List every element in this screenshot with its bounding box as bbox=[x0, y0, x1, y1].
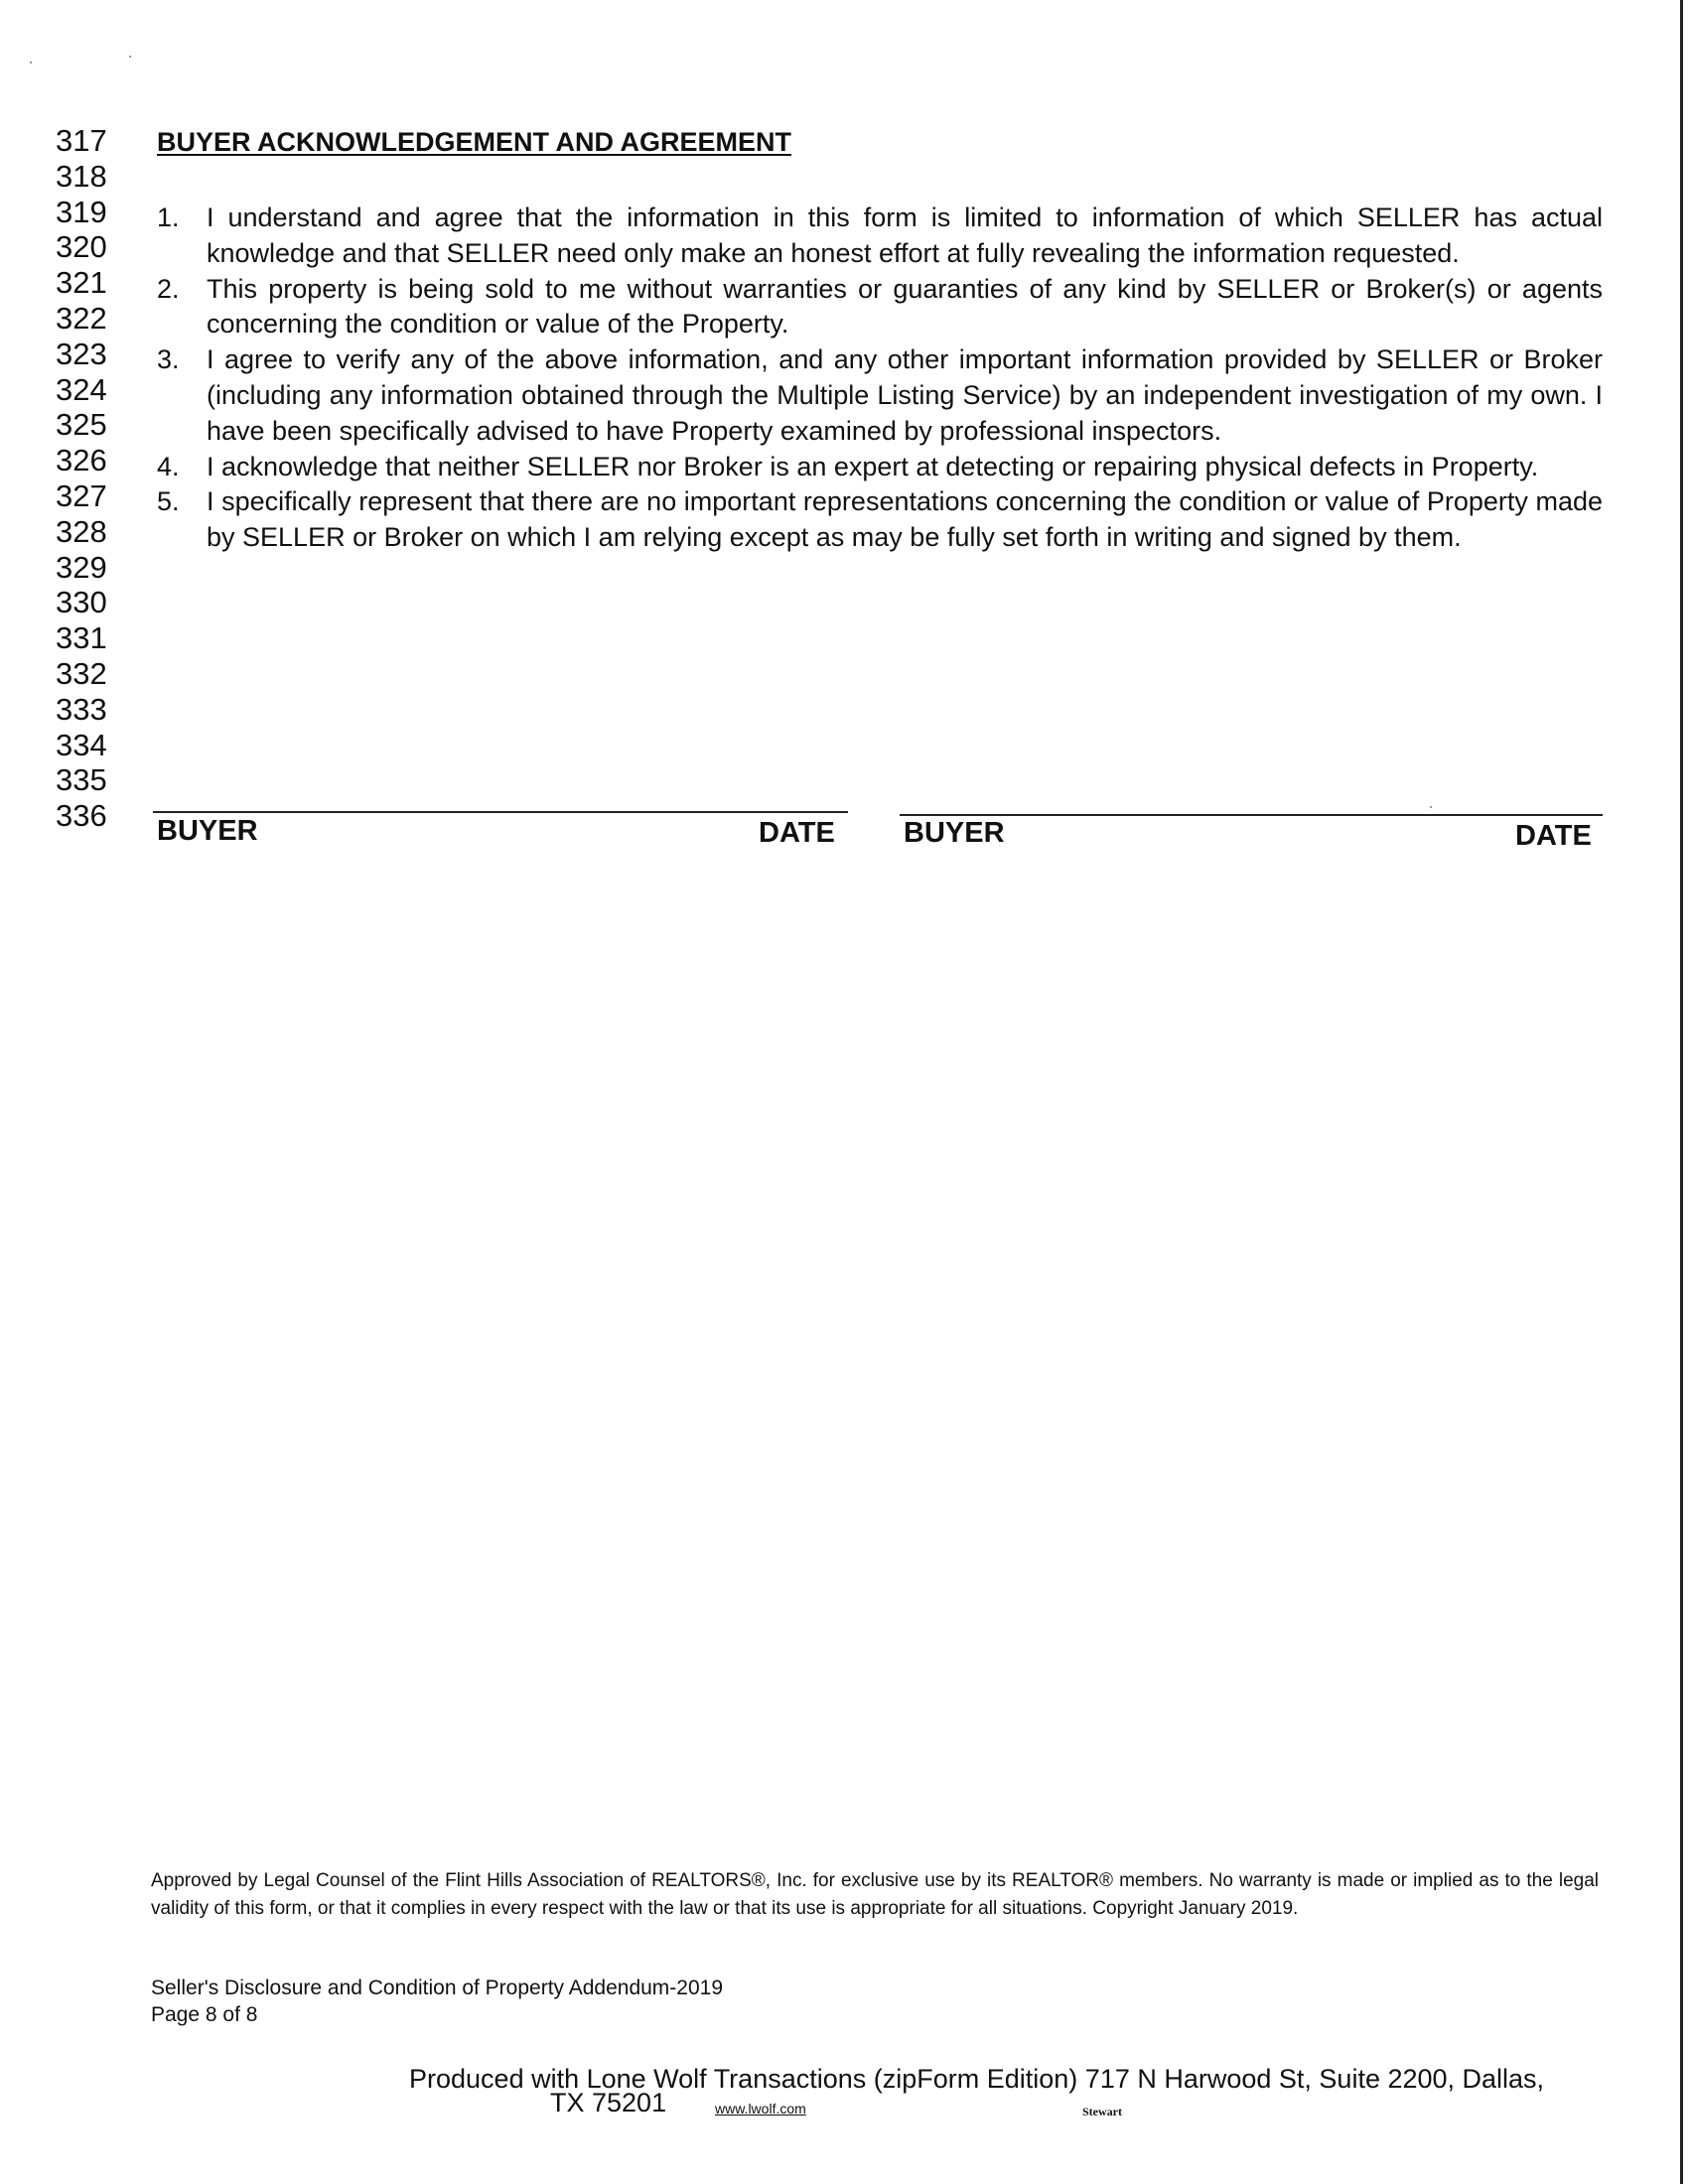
produced-with-line-2: TX 75201 bbox=[550, 2088, 667, 2117]
line-number: 335 bbox=[56, 762, 107, 798]
item-number: 2. bbox=[157, 273, 180, 304]
line-number: 318 bbox=[56, 158, 107, 194]
scan-speck bbox=[30, 62, 32, 64]
line-number: 328 bbox=[56, 513, 107, 549]
agreement-item bbox=[157, 450, 1603, 485]
line-number: 332 bbox=[56, 655, 107, 691]
line-number: 330 bbox=[56, 585, 107, 620]
date2-label: DATE bbox=[1515, 820, 1592, 852]
agreement-item bbox=[157, 272, 1603, 343]
line-number: 317 bbox=[56, 123, 107, 158]
scan-speck bbox=[129, 56, 131, 58]
legal-disclaimer: Approved by Legal Counsel of the Flint Hills Association of REALTORS®, Inc. for exclusive use by its REALTOR® members. No warranty is made or implied as to the legal validity of this form, or that it complies in every respect with the law or that its use is appropriate for all situations. Copyright January 2019. bbox=[151, 1870, 1599, 1919]
page-number: Page 8 of 8 bbox=[151, 2003, 258, 2026]
line-number: 325 bbox=[56, 407, 107, 443]
line-number: 334 bbox=[56, 727, 107, 762]
agreement-item bbox=[157, 484, 1603, 556]
item-number: 1. bbox=[157, 203, 180, 232]
item-text: This property is being sold to me without warranties or guaranties of any kind by SELLER or Broker(s) or agents concerning the condition or value of the Property. bbox=[207, 273, 1603, 340]
line-number: 320 bbox=[56, 229, 107, 265]
line-numbers bbox=[56, 123, 107, 834]
item-text: I understand and agree that the information in this form is limited to information of which SELLER has actual knowledge and that SELLER need only make an honest effort at fully revealing the information requested. bbox=[207, 203, 1603, 268]
line-number: 321 bbox=[56, 265, 107, 301]
line-number: 336 bbox=[56, 798, 107, 834]
item-number: 5. bbox=[157, 486, 180, 517]
agreement-list bbox=[157, 201, 1603, 556]
scan-speck bbox=[1430, 806, 1432, 808]
section-title: BUYER ACKNOWLEDGEMENT AND AGREEMENT bbox=[157, 127, 791, 157]
agreement-item bbox=[157, 342, 1603, 449]
date1-label: DATE bbox=[759, 817, 835, 849]
item-text: I acknowledge that neither SELLER nor Broker is an expert at detecting or repairing physical defects in Property. bbox=[207, 451, 1539, 481]
buyer1-signature-line[interactable] bbox=[153, 811, 848, 813]
item-text: I specifically represent that there are no important representations concerning the condition or value of Property made by SELLER or Broker on which I am relying except as may be fully set forth in writing and signed by them. bbox=[207, 486, 1603, 553]
line-number: 333 bbox=[56, 691, 107, 727]
item-number: 3. bbox=[157, 344, 180, 375]
line-number: 324 bbox=[56, 371, 107, 407]
form-name: Seller's Disclosure and Condition of Property Addendum-2019 bbox=[151, 1977, 724, 1999]
page-edge-border bbox=[1680, 0, 1683, 2184]
agreement-item bbox=[157, 201, 1603, 272]
stewart-stamp: Stewart bbox=[1082, 2105, 1122, 2118]
line-number: 322 bbox=[56, 300, 107, 336]
line-number: 327 bbox=[56, 478, 107, 513]
line-number: 329 bbox=[56, 549, 107, 585]
lwolf-link[interactable]: www.lwolf.com bbox=[715, 2101, 806, 2116]
item-text: I agree to verify any of the above information, and any other important information provided by SELLER or Broker (including any information obtained through the Multiple Listing Service) by an independent investigation of my own. I have been specifically advised to have Property examined by professional inspectors. bbox=[207, 344, 1603, 446]
line-number: 323 bbox=[56, 336, 107, 371]
produced-with-line: Produced with Lone Wolf Transactions (zipForm Edition) 717 N Harwood St, Suite 2200, Dallas, bbox=[409, 2064, 1545, 2094]
item-number: 4. bbox=[157, 451, 180, 481]
buyer1-label: BUYER bbox=[157, 815, 258, 847]
buyer2-label: BUYER bbox=[904, 817, 1005, 849]
line-number: 319 bbox=[56, 194, 107, 229]
line-number: 331 bbox=[56, 620, 107, 656]
line-number: 326 bbox=[56, 443, 107, 478]
buyer2-signature-line[interactable] bbox=[900, 814, 1603, 816]
